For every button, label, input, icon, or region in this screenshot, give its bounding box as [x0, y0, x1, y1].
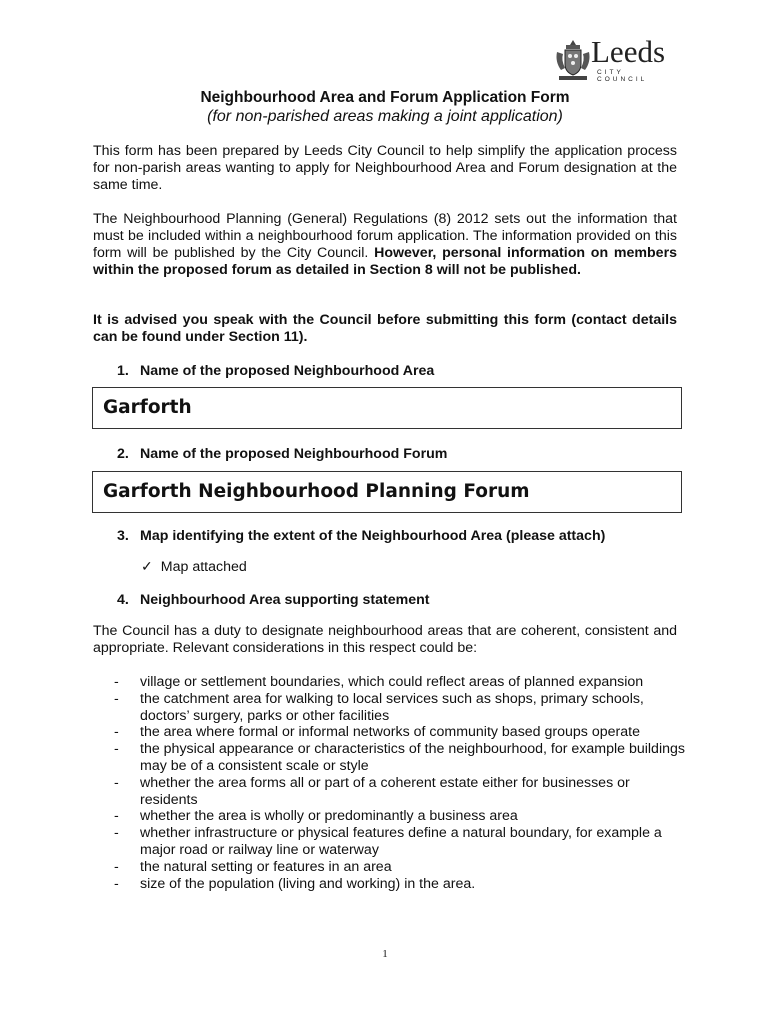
neighbourhood-area-name-field[interactable] [92, 387, 682, 429]
list-item: - whether infrastructure or physical features define a natural boundary, for example a major road or railway line or waterway [114, 825, 662, 858]
list-item: - size of the population (living and working) in the area. [114, 875, 476, 892]
form-title: Neighbourhood Area and Forum Application Form [200, 89, 570, 106]
list-item: - whether the area is wholly or predominantly a business area [114, 808, 518, 825]
checkmark-icon: ✓ [141, 559, 153, 575]
section-number: 3. [117, 528, 129, 544]
map-attached-checkbox[interactable] [141, 559, 247, 575]
advice-paragraph: It is advised you speak with the Council before submitting this form (contact details can be found under Section 11). [93, 312, 677, 345]
intro-paragraph: This form has been prepared by Leeds City Council to help simplify the application process for non-parish areas wanting to apply for Neighbourhood Area and Forum designation at the same time. [93, 143, 677, 193]
neighbourhood-forum-name-field[interactable] [92, 471, 682, 513]
list-item: - the natural setting or features in an area [114, 858, 392, 875]
section-4-heading [117, 592, 430, 608]
regulations-text: The Neighbourhood Planning (General) Regulations (8) 2012 sets out the information that must be included within a neighbourhood forum application. The information provided on this form will be published by the City Council. [93, 211, 677, 261]
regulations-paragraph [93, 211, 677, 279]
section-1-heading [117, 363, 434, 379]
coat-of-arms-icon [553, 38, 593, 82]
checkbox-label: Map attached [160, 559, 247, 575]
field-value: Garforth Neighbourhood Planning Forum [103, 481, 530, 502]
list-item: - the physical appearance or characteristics of the neighbourhood, for example buildings may be of a consistent scale or style [114, 741, 685, 774]
council-duty-paragraph: The Council has a duty to designate neighbourhood areas that are coherent, consistent and appropriate. Relevant considerations in this respect could be: [93, 623, 677, 656]
field-value: Garforth [103, 397, 192, 418]
list-item: - the catchment area for walking to local services such as shops, primary schools, doctors’ surgery, parks or other facilities [114, 690, 644, 724]
page-number: 1 [382, 948, 388, 960]
logo-wordmark: Leeds [591, 34, 666, 69]
logo-subtitle: CITY COUNCIL [597, 69, 648, 83]
list-item: - village or settlement boundaries, which could reflect areas of planned expansion [114, 674, 644, 690]
regulations-bold-text: However, personal information on members within the proposed forum as detailed in Section 8 will not be published. [93, 245, 677, 278]
section-2-heading [117, 446, 447, 462]
section-number: 1. [117, 363, 129, 379]
section-number: 2. [117, 446, 129, 462]
section-label: Name of the proposed Neighbourhood Area [140, 363, 435, 379]
section-number: 4. [117, 592, 129, 608]
section-3-heading [117, 528, 605, 544]
considerations-list [110, 674, 690, 892]
leeds-city-council-logo [553, 34, 678, 83]
form-subtitle: (for non-parished areas making a joint application) [207, 108, 563, 125]
section-label: Name of the proposed Neighbourhood Forum [140, 446, 448, 462]
list-item: - whether the area forms all or part of a coherent estate either for businesses or residents [114, 774, 630, 808]
list-item: - the area where formal or informal networks of community based groups operate [114, 724, 640, 741]
section-label: Neighbourhood Area supporting statement [140, 592, 430, 608]
section-label: Map identifying the extent of the Neighbourhood Area (please attach) [140, 528, 606, 544]
